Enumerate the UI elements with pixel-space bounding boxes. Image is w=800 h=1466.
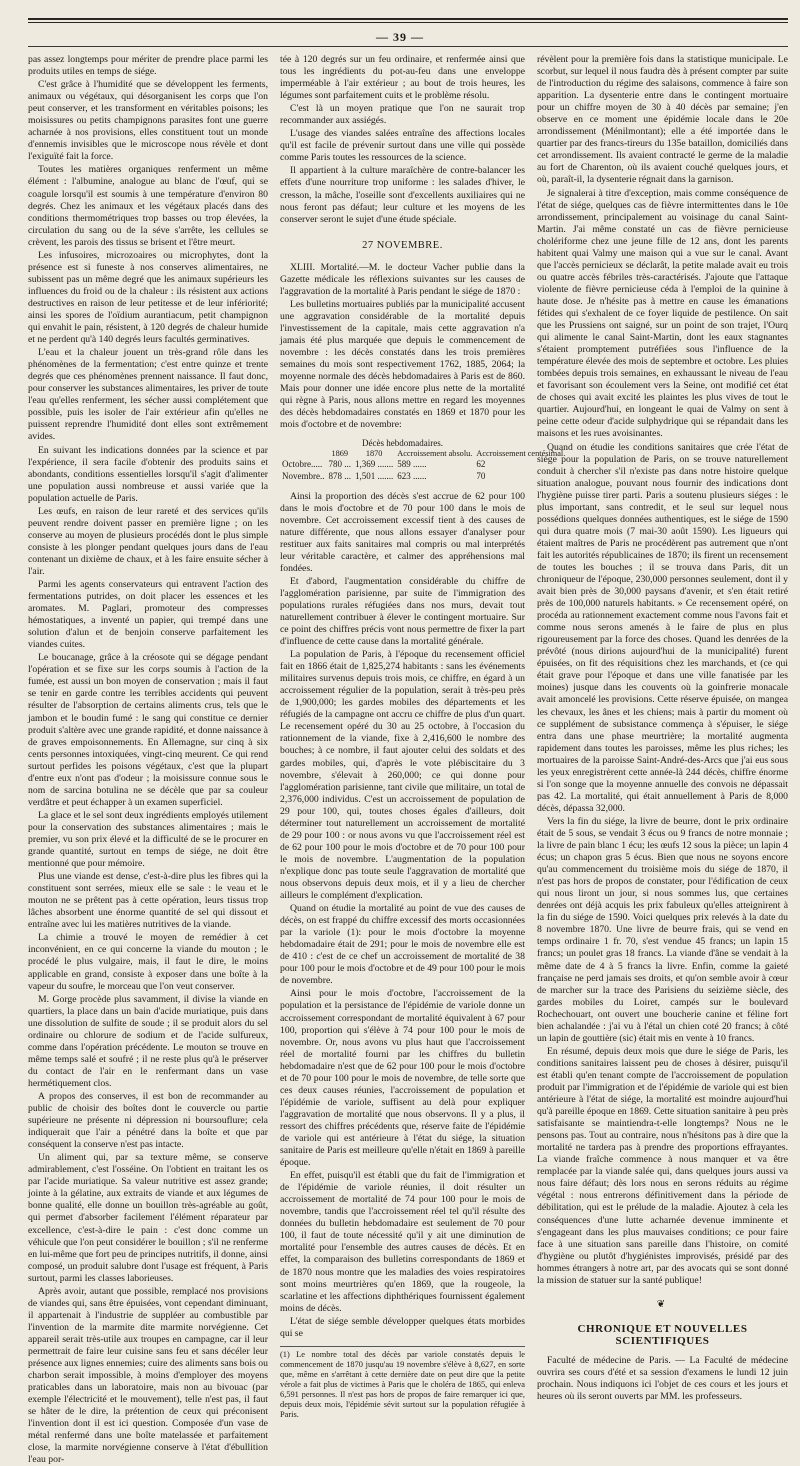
paragraph: Il appartient à la culture maraîchère de contre-balancer les effets d'une nourriture trop uniforme : les salades d'hiver, le cresson, la mâche, l'oseille sont d'excellents auxiliaires qui ne nous feront pas défaut; leur culture et les moyens de les conserver seront le sujet d'une étude spéciale. — [280, 165, 525, 225]
column-2 — [280, 54, 566, 1419]
paragraph: L'eau et la chaleur jouent un très-grand rôle dans les phénomènes de la fermentation; c'est entre quinze et trente degrés que ces phénomènes prennent naissance. Il faut donc, pour conserver les substances alimentaires, les priver de toute l'eau qu'elles renferment, les sécher aussi complétement que possible, puis les isoler de l'air extérieur afin qu'elles ne puissent reprendre l'humidité dont elles sont extrêmement avides. — [28, 347, 268, 443]
table-cell: 70 — [476, 471, 486, 482]
table-header-cell: 1870 — [365, 449, 383, 459]
paragraph: Faculté de médecine de Paris. — La Faculté de médecine ouvrira ses cours d'été et sa session d'examens le lundi 12 juin prochain. Nous indiquons ici l'objet de ces cours et les jours et heures où ils seront ouverts par MM. les professeurs. — [537, 1354, 788, 1403]
table-cell: 878 ... — [328, 471, 351, 482]
page-number: — 39 — — [376, 30, 424, 44]
paragraph: Un aliment qui, par sa texture même, se conserve admirablement, c'est l'osséine. On l'obtient en traitant les os par l'acide muriatique. Sa valeur nutritive est assez grande; jointe à la gélatine, aux extraits de viande et aux légumes de bonne qualité, elle donne un bouillon très-agréable au goût, qui permet d'absorber facilement l'élément réparateur par excellence, c'est-à-dire le pain : c'est donc comme un véhicule que l'on peut considérer le bouillon ; s'il ne renferme en lui-même que fort peu de principes nutritifs, il donne, ainsi composé, un produit salubre dont l'usage est fréquent, à Paris surtout, parmi les classes laborieuses. — [28, 1152, 268, 1284]
table-header-cell — [280, 449, 327, 458]
paragraph: révèlent pour la première fois dans la statistique municipale. Le scorbut, sur lequel il nous faudra dès à présent compter par suite de l'introduction du régime des salaisons, commence à faire son apparition. La dysenterie entre dans le contingent mortuaire pour un chiffre moyen de 30 à 40 décès par semaine; j'en observe en ce moment une épidémie locale dans le 20e arrondissement (Ménilmontant); elle a été importée dans le quartier par des francs-tireurs du 135e bataillon, domiciliés dans cet arrondissement. Ils avaient contracté le germe de la maladie au fort de Charenton, où ils avaient couché quelques jours, et où, paraît-il, la dysenterie régnait dans la garnison. — [537, 54, 788, 186]
paragraph: XLIII. Mortalité.—M. le docteur Vacher publie dans la Gazette médicale les réflexions suivantes sur les causes de l'aggravation de la mortalité à Paris pendant le siége de 1870 : — [280, 261, 525, 297]
paragraph: Je signalerai à titre d'exception, mais comme conséquence de l'état de siége, quelques cas de fièvre intermittentes dans le 10e arrondissement, principalement au voisinage du canal Saint-Martin. J'ai même constaté un cas de fièvre pernicieuse cholériforme chez une jeune fille de 12 ans, dont les parents habitent quai Valmy une maison qui a vue sur le canal. Avant que l'accès pernicieux se déclarât, la petite malade avait eu trois ou quatre accès fébriles très-caractérisés. J'ajoute que l'attaque violente de fièvre pernicieuse céda à l'emploi de la quinine à haute dose. Je n'hésite pas à mettre en cause les émanations fétides qui s'exhalent de ce foyer liquide de pestilence. On sait que les Prussiens ont saigné, sur un point de son trajet, l'Ourq qui alimente le canal Saint-Martin, dont les eaux stagnantes s'étaient promptement putréfiées sous l'influence de la température élevée des mois de septembre et octobre. Les pluies tombées depuis trois semaines, en exhaussant le niveau de l'eau et favorisant son écoulement vers la Seine, ont modifié cet état de choses qui avait excité les plaintes les plus vives de tout le quartier. Aujourd'hui, en longeant le quai de Valmy on sent à peine cette odeur d'acide sulphydrique qui se répandait dans les maisons et les rues avoisinantes. — [537, 187, 788, 440]
paragraph: Parmi les agents conservateurs qui entravent l'action des fermentations putrides, on doit placer les essences et les aromates. M. Paglari, promoteur des compresses hémostatiques, a inventé un papier, qui trempé dans une solution d'alun et de benjoin conserve parfaitement les viandes cuites. — [28, 579, 268, 651]
paragraph: Les bulletins mortuaires publiés par la municipalité accusent une aggravation considérable de la mortalité depuis l'investissement de la capitale, mais cette aggravation n'a jamais été plus marquée que depuis le commencement de novembre : les décès constatés dans les trois premières semaines du mois sont respectivement 1762, 1885, 2064; la moyenne normale des décès hebdomadaires à Paris est de 860. Mais pour donner une idée encore plus nette de la mortalité qui règne à Paris, nous allons mettre en regard les moyennes des décès hebdomadaires constatés en 1869 et 1870 pour les mois d'octobre et de novembre: — [280, 298, 525, 431]
table-row — [280, 470, 567, 482]
paragraph: L'usage des viandes salées entraîne des affections locales qu'il est facile de prévenir surtout dans une ville qui possède comme Paris toutes les ressources de la science. — [280, 128, 525, 164]
table-header-cell: Accroissement absolu. — [397, 449, 473, 459]
mortality-table — [280, 437, 566, 482]
table-cell: 1,369 ....... — [355, 459, 394, 470]
paragraph: Le boucanage, grâce à la créosote qui se dégage pendant l'opération et se fixe sur les corps soumis à l'action de la fumée, est aussi un bon moyen de conservation ; mais il faut se tenir en garde contre les terribles accidents qui peuvent résulter de l'absorption de certains aliments crus, tels que le jambon et le boudin fumé : le sang qui constitue ce dernier produit s'altère avec une grande rapidité, et donne naissance à de graves empoisonnements. En Allemagne, sur cinq à six cents personnes intoxiquées, vingt-cinq meurent. Ce qui rend surtout perfides les poisons végétaux, c'est que la plupart d'entre eux n'ont pas d'odeur ; la moisissure connue sous le nom de sarcina botulina ne se décèle que par sa couleur verdâtre et peut échapper à un examen superficiel. — [28, 652, 268, 808]
paragraph: A propos des conserves, il est bon de recommander au public de choisir des boîtes dont le couvercle ou partie supérieure ne présente ni dépression ni boursouflure; cela indiquerait que l'air a pénétré dans la boîte et que par conséquent la conserve n'est pas intacte. — [28, 1090, 268, 1151]
paragraph: C'est grâce à l'humidité que se développent les ferments, animaux ou végétaux, qui désorganisent les corps que l'on peut conserver, et les transforment en véritables poisons; les moisissures ou petits champignons parasites font une guerre acharnée à nos provisions, elles constituent tout un monde d'ennemis invisibles que le microscope nous révèle et dont l'exiguïté fait la force. — [28, 79, 268, 163]
paragraph: En effet, puisqu'il est établi que du fait de l'immigration et de l'épidémie de variole réunies, il doit résulter un accroissement de mortalité de 74 pour 100 pour le mois de novembre, tandis que l'accroissement réel tel qu'il résulte des données du bulletin hebdomadaire est seulement de 70 pour 100, il faut de toute nécessité qu'il y ait une diminution de mortalité pour l'ensemble des autres causes de décès. Et en effet, la comparaison des bulletins correspondants de 1869 et de 1870 nous montre que les maladies des voies respiratoires sont moins meurtrières qu'en 1869, que la rougeole, la scarlatine et les affections diphthériques fournissent également moins de décès. — [280, 1170, 525, 1314]
paragraph: Les infusoires, microzoaires ou microphytes, dont la présence est si funeste à nos conserves alimentaires, ne subissent pas un même degré que les animaux supérieurs les influences du froid ou de la chaleur : ils résistent aux actions destructives en raison de leur petitesse et de leur infériorité; ainsi les spores de l'oïdium aurantiacum, petit champignon qui envahit le pain, résistent, à 120 degrés de chaleur humide et ne perdent qu'à 140 degrés leurs facultés germinatives. — [28, 249, 268, 346]
paragraph: En résumé, depuis deux mois que dure le siége de Paris, les conditions sanitaires laissent peu de choses à désirer, puisqu'il est établi qu'en tenant compte de l'accroissement de population produit par l'immigration et de l'épidémie de variole qui est bien antérieure à l'état de siége, la mortalité est moindre aujourd'hui qu'à pareille époque en 1869. Cette situation sanitaire à peu près satisfaisante se maintiendra-t-elle longtemps? Nous ne le pensons pas. Tout au contraire, nous n'hésitons pas à dire que la mortalité ne tardera pas à prendre des proportions effrayantes. La viande fraîche commence à nous manquer et va être remplacée par la viande salée qui, dans quelques jours aussi va nous faire défaut; dès lors nous en serons réduits au régime végétal : nous entrerons définitivement dans la période de débilitation, qui est le prélude de la maladie. Ajoutez à cela les conséquences d'une lutte acharnée devenue imminente et s'engageant dans les plus mauvaises conditions; ce pour faire face à une situation sans pareille dans l'histoire, on comité d'hygiène ou plutôt d'hygiénistes improvisés, présidé par des hommes étrangers à notre art, par des avocats qui se sont donné la mission de statuer sur la santé publique! — [537, 1045, 788, 1286]
table-cell: 780 ... — [328, 459, 351, 470]
table-cell: 62 — [476, 459, 486, 470]
paragraph: Plus une viande est dense, c'est-à-dire plus les fibres qui la constituent sont serrées, mieux elle se sale : le veau et le mouton ne se prêtent pas à cette opération, leurs tissus trop lâches absorbent une énorme quantité de sel qui dissout et entraîne avec lui les matières nutritives de la viande. — [28, 871, 268, 931]
section-heading: CHRONIQUE ET NOUVELLES SCIENTIFIQUES — [577, 1322, 748, 1347]
paragraph: tée à 120 degrés sur un feu ordinaire, et renfermée ainsi que tous les ingrédients du pot-au-feu dans une enveloppe imperméable à l'air extérieur ; au bout de trois heures, les légumes sont parfaitement cuits et le problème résolu. — [280, 54, 525, 102]
table-cell: 1,501 ....... — [355, 471, 394, 482]
paragraph: Et d'abord, l'augmentation considérable du chiffre de l'agglomération parisienne, par suite de l'immigration des populations rurales réfugiées dans nos murs, devait tout naturellement contribuer à élever le contingent mortuaire. Sur ce point des chiffres précis vont nous permettre de fixer la part d'influence de cette cause dans la mortalité générale. — [280, 575, 525, 648]
paragraph: pas assez longtemps pour mériter de prendre place parmi les produits utiles en temps de siége. — [28, 54, 268, 78]
table-grid — [280, 449, 567, 482]
paragraph: Quand on étudie la mortalité au point de vue des causes de décès, on est frappé du chiffre excessif des morts occasionnées par la variole (1): pour le mois d'octobre la moyenne hebdomadaire était de 291; pour le mois de novembre elle est de 410 : c'est de ce chef un accroissement de mortalité de 38 pour 100 pour le mois d'octobre et de 49 pour 100 pour le mois de novembre. — [280, 903, 525, 987]
table-header-cell: 1869 — [331, 449, 349, 459]
paragraph: Après avoir, autant que possible, remplacé nos provisions de viandes qui, sans être épuisées, vont cependant diminuant, il appartenait à l'industrie de suppléer au combustible par l'invention de la marmite dite marmite norvégienne. Cet appareil serait très-utile aux troupes en campagne, car il leur permettrait de faire leur cuisine sans feu et sans décéler leur présence aux lignes ennemies; cuire des aliments sans bois ou charbon serait impossible, à moins d'employer des moyens praticables dans un laboratoire, mais non au bivouac (par exemple l'électricité et le mouvement), telle n'est pas, il faut se hâter de le dire, la prétention de ceux qui préconisent l'invention dont il est ici question. Composée d'un vase de métal renfermé dans une boîte matelassée et parfaitement close, la marmite norvégienne conserve à l'état d'ébullition l'eau por- — [28, 1285, 268, 1466]
table-header-cell: Accroissement centésimal. — [476, 449, 566, 459]
table-cell: Octobre..... — [282, 459, 323, 470]
column-1 — [28, 54, 268, 1466]
paragraph: Quand on étudie les conditions sanitaires que crée l'état de siége pour la population de Paris, on se trouve naturellement conduit à chercher s'il n'existe pas dans notre histoire quelque situation analogue, pouvant nous fournir des indications dont l'hygiène puisse tirer parti. Paris a soutenu plusieurs siéges : le plus important, sans contredit, et le seul sur lequel nous possédions quelques données authentiques, est le siége de 1590 qui dura quatre mois (7 mai-30 août 1590). Les ligueurs qui étaient maîtres de Paris ne procédèrent pas autrement que n'ont fait les autorités républicaines de 1870; ils firent un recensement de toutes les bouches ; il se trouva dans Paris, dit un chroniqueur de l'époque, 230,000 personnes seulement, dont il y avait bien près de 30,000 paysans d'avenir, et s'en était retiré près de 100,000 naturels habitants. » Ce recensement opéré, on procéda au rationnement exactement comme nous l'avons fait et comme nous serons amenés à le faire de plus en plus rigoureusement par la force des choses. Quand les denrées de la prévôté (nous dirions aujourd'hui de la municipalité) furent épuisées, on fit des réquisitions chez les marchands, et (ce qui était grave pour l'époque et dans une ville fanatisée par les moines) jusque dans les couvents où la goinfrerie monacale avait amoncelé les provisions. Cette réserve épuisée, on mangea les chevaux, les ânes et les chiens; mais à partir du moment où ce supplément de subsistance commença à s'épuiser, le siége entra dans une phase meurtrière; la mortalité augmenta rapidement dans toutes les paroisses, même les plus riches; les mortuaires de la paroisse Saint-André-des-Arcs que j'ai eus sous les yeux enregistrèrent cette année-là 244 décès, chiffre énorme si l'on songe que la moyenne annuelle des convois ne dépassait pas 42. La mortalité, qui était annuellement à Paris de 8,000 décès, dépassa 32,000. — [537, 441, 788, 814]
top-rule — [28, 18, 788, 20]
paragraph: C'est là un moyen pratique que l'on ne saurait trop recommander aux assiégés. — [280, 103, 525, 127]
table-cell: 623 ...... — [397, 471, 427, 482]
paragraph: M. Gorge procède plus savamment, il divise la viande en quartiers, la place dans un bain d'acide muriatique, puis dans une dissolution de sulfite de soude ; il se produit alors du sel ordinaire ou chlorure de sodium et de l'acide sulfureux, comme dans l'opération précédente. Le mouton se trouve en même temps salé et soufré ; il ne reste plus qu'à le préserver du contact de l'air en le renfermant dans un vase hermétiquement clos. — [28, 993, 268, 1089]
paragraph: La chimie a trouvé le moyen de remédier à cet inconvénient, en ce qui concerne la viande du mouton ; le procédé le plus vulgaire, mais, il faut le dire, le moins applicable en grand, consiste à exposer dans une boîte à la vapeur du soufre, le morceau que l'on veut conserver. — [28, 932, 268, 992]
column-3 — [537, 54, 788, 1403]
paragraph: Ainsi la proportion des décès s'est accrue de 62 pour 100 dans le mois d'octobre et de 70 pour 100 dans le mois de novembre. Cet accroissement excessif tient à des causes de nature différente, que nous allons essayer d'analyser pour restituer aux faits sanitaires mal compris ou mal interprétés leur véritable caractère, et calmer des appréhensions mal fondées. — [280, 490, 525, 574]
date-heading: 27 NOVEMBRE. — [362, 239, 443, 251]
paragraph: L'état de siége semble développer quelques états morbides qui se — [280, 1315, 525, 1339]
paragraph: Toutes les matières organiques renferment un même élément : l'albumine, analogue au blanc de l'œuf, qui se coagule lorsqu'il est soumis à une température d'environ 80 degrés. Chez les animaux et les végétaux placés dans des conditions thermométriques trop basses ou trop élevées, la circulation du sang ou de la séve s'arrête, les cellules se crèvent, les parois des tissus se brisent et l'être meurt. — [28, 164, 268, 248]
table-cell: Novembre.. — [282, 471, 325, 482]
paragraph: Ainsi pour le mois d'octobre, l'accroissement de la population et la persistance de l'épidémie de variole donne un accroissement correspondant de mortalité équivalent à 67 pour 100, proportion qui s'élève à 74 pour 100 pour le mois de novembre. Or, nous avons vu plus haut que l'accroissement réel de mortalité fourni par les chiffres du bulletin hebdomadaire n'est que de 62 pour 100 pour le mois d'octobre et de 70 pour 100 pour le mois de novembre, de telle sorte que ces deux causes réunies, l'accroissement de population et l'épidémie de variole, suffisent au delà pour expliquer l'aggravation de mortalité que nous observons. Il y a plus, il ressort des chiffres précédents que, réserve faite de l'épidémie de variole qui est antérieure à l'état du siége, la situation sanitaire de Paris est meilleure qu'elle n'était en 1869 à pareille époque. — [280, 988, 525, 1169]
table-row — [280, 458, 567, 470]
paragraph: En suivant les indications données par la science et par l'expérience, il sera facile d'obtenir des produits sains et abondants, conditions essentielles lorsqu'il s'agit d'alimenter une population aussi nombreuse et aussi variée que la population actuelle de Paris. — [28, 444, 268, 504]
table-cell: 589 ...... — [397, 459, 427, 470]
table-header-row — [280, 449, 567, 458]
top-rule-thin — [28, 22, 788, 23]
paragraph: La population de Paris, à l'époque du recensement officiel fait en 1866 était de 1,825,274 habitants : sans les événements militaires survenus depuis trois mois, ce chiffre, en égard à un accroissement régulier de la population, serait à très-peu près de 1,900,000; les gardes mobiles des départements et les réfugiés de la campagne ont accru ce chiffre de plus d'un quart. Le recensement opéré du 30 au 25 octobre, à l'occasion du rationnement de la viande, fixe à 2,416,600 le nombre des bouches; à ce nombre, il faut ajouter celui des soldats et des gardes mobiles, qui, d'après le vote plébiscitaire du 3 novembre, s'élevait à 260,000; ce qui donne pour l'agglomération parisienne, tant civile que militaire, un total de 2,376,000 individus. C'est un accroissement de population de 29 pour 100, qui, toutes choses égales d'ailleurs, doit déterminer tout naturellement un accroissement de mortalité de 29 pour 100 : or nous avons vu que l'accroissement réel est de 62 pour 100 pour le mois d'octobre et de 70 pour 100 pour le mois de novembre. L'augmentation de la population n'explique donc pas toute seule l'aggravation de mortalité que nous observons depuis deux mois, et il y a lieu de chercher ailleurs le complément d'explication. — [280, 649, 525, 902]
paragraph: La glace et le sel sont deux ingrédients employés utilement pour la conservation des substances alimentaires ; mais le premier, vu son prix élevé et la difficulté de se le procurer en grande quantité, surtout en temps de siége, ne doit être mentionné que pour mémoire. — [28, 809, 268, 870]
header-rule — [28, 46, 788, 47]
table-caption: Décès hebdomadaires. — [362, 438, 443, 449]
paragraph: Vers la fin du siége, la livre de beurre, dont le prix ordinaire était de 5 sous, se vendait 3 écus ou 9 francs de notre monnaie ; la livre de pain blanc 1 écu; les œufs 12 sous la pièce; un lapin 4 écus; un chapon gras 5 écus. Bien que nous ne soyons encore qu'au commencement du troisième mois du siége de 1870, il n'est pas hors de propos de constater, pour l'édification de ceux qui nous liront un jour, si nous sommes lus, que certaines denrées ont déjà acquis les prix fabuleux qu'elles atteignirent à la fin du siége de 1590. Voici quelques prix relevés à la date du 8 novembre 1870. Une livre de beurre frais, qui se vend en temps ordinaire 1 fr. 70, s'est vendue 45 francs; un lapin 15 francs; un poulet gras 18 francs. La viande d'âne se vendait à la même date de 4 à 5 francs la livre. Enfin, comme la gaieté française ne perd jamais ses droits, et qu'on semble avoir à cœur de marcher sur la trace des Parisiens du seizième siècle, des gardes mobiles du Loiret, campés sur le boulevard Rochechouart, ont ouvert une boucherie canine et féline fort bien achalandée : j'ai vu à l'étal un chien coté 20 francs; à côté un lapin de gouttière (sic) était mis en vente à 10 francs. — [537, 815, 788, 1044]
footnote: (1) Le nombre total des décès par variole constatés depuis le commencement de 1870 jusqu'au 19 novembre s'élève à 8,627, en sorte que, même en s'arrêtant à cette dernière date on peut dire que la petite vérole a fait plus de victimes à Paris que le choléra de 1865, qui enleva 6,591 personnes. Il n'est pas hors de propos de faire remarquer ici que, depuis deux mois, l'épidémie sévit surtout sur la population réfugiée à Paris. — [280, 1346, 525, 1420]
ornament-separator: ❦ — [656, 1298, 669, 1310]
paragraph: Les œufs, en raison de leur rareté et des services qu'ils peuvent rendre doivent passer en première ligne ; on les conserve au moyen de plusieurs procédés dont le plus simple consiste à les plonger pendant quelques jours dans de l'eau contenant un dixième de chaux, et à les faire ensuite sécher à l'air. — [28, 505, 268, 577]
